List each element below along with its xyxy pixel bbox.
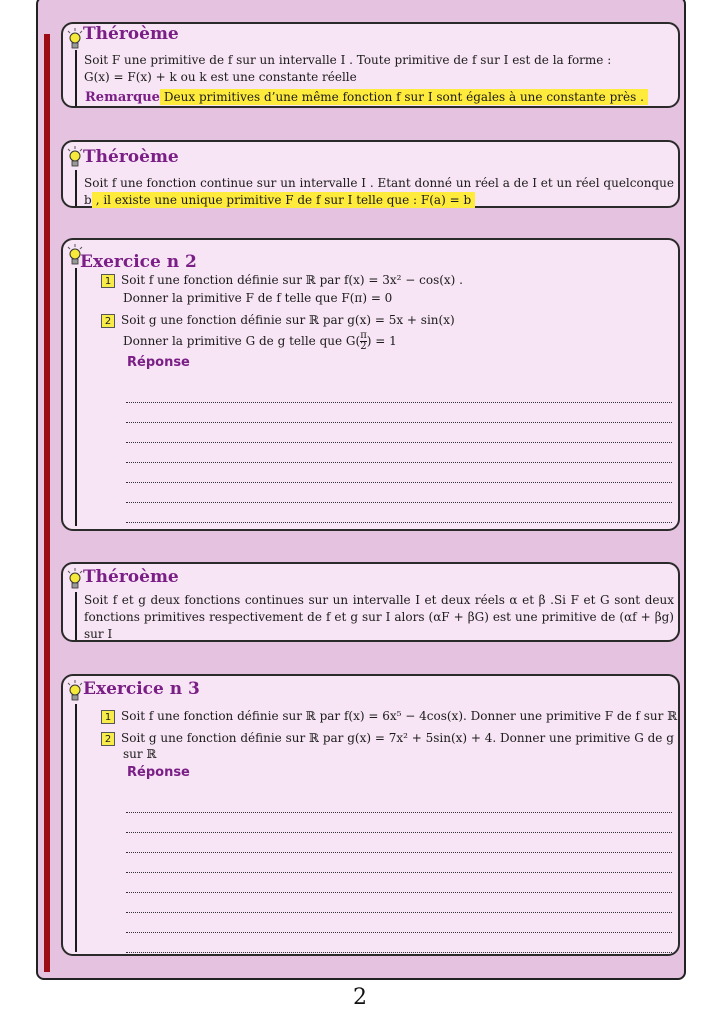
theorem-text: Soit F une primitive de f sur un intervalle I . Toute primitive de f sur I est de la forme : xyxy=(84,53,612,67)
item-number-badge: 2 xyxy=(101,314,115,328)
theorem-box-1 xyxy=(61,22,680,108)
theorem-title: Théroème xyxy=(83,567,179,587)
item-text-cont xyxy=(123,331,397,352)
theorem-text-b: b xyxy=(84,193,92,207)
page-number: 2 xyxy=(353,985,367,1010)
theorem-text: G(x) = F(x) + k ou k est une constante réelle xyxy=(84,70,357,84)
fraction-numerator: π xyxy=(360,330,367,341)
item-text: Soit f une fonction définie sur ℝ par f(x) = 3x² − cos(x) . xyxy=(121,273,463,287)
answer-line[interactable] xyxy=(126,442,672,443)
answer-line[interactable] xyxy=(126,462,672,463)
exercise-box-2 xyxy=(61,238,680,531)
theorem-box-2 xyxy=(61,140,680,208)
item-number-badge: 1 xyxy=(101,710,115,724)
fraction xyxy=(360,331,367,352)
item-number-badge: 2 xyxy=(101,732,115,746)
answer-line[interactable] xyxy=(126,522,672,523)
box-rule xyxy=(75,170,77,206)
exercise-item-2 xyxy=(101,312,455,328)
theorem-text: Soit f une fonction continue sur un intervalle I . Etant donné un réel a de I et un réel quelconque xyxy=(84,176,674,190)
exercise-item-1 xyxy=(101,708,677,724)
exercise-title: Exercice n 2 xyxy=(80,252,197,272)
answer-line[interactable] xyxy=(126,892,672,893)
remark-text: Deux primitives d’une même fonction f sur I sont égales à une constante près . xyxy=(160,89,648,105)
margin-bar xyxy=(44,34,50,972)
reponse-label: Réponse xyxy=(127,355,190,370)
answer-line[interactable] xyxy=(126,832,672,833)
box-rule xyxy=(75,592,77,640)
item-text-cont: Donner la primitive F de f telle que F(π) = 0 xyxy=(123,291,393,305)
theorem-text-2 xyxy=(84,193,475,208)
exercise-box-3 xyxy=(61,674,680,956)
box-rule xyxy=(75,50,77,106)
theorem-title: Théroème xyxy=(83,24,179,44)
answer-line[interactable] xyxy=(126,422,672,423)
exercise-item-2 xyxy=(101,730,674,746)
item-text-cont: sur ℝ xyxy=(123,747,157,761)
answer-line[interactable] xyxy=(126,932,672,933)
lightbulb-icon xyxy=(66,680,84,702)
reponse-label: Réponse xyxy=(127,765,190,780)
item-text: Soit f une fonction définie sur ℝ par f(x) = 6x⁵ − 4cos(x). Donner une primitive F de f sur ℝ xyxy=(121,709,678,723)
answer-line[interactable] xyxy=(126,852,672,853)
item-text: Soit g une fonction définie sur ℝ par g(x) = 5x + sin(x) xyxy=(121,313,455,327)
lightbulb-icon xyxy=(66,568,84,590)
answer-line[interactable] xyxy=(126,482,672,483)
remark-label: Remarque xyxy=(85,90,160,105)
item-text-pre: Donner la primitive G de g telle que G( xyxy=(123,334,361,348)
theorem-highlight: , il existe une unique primitive F de f sur I telle que : F(a) = b xyxy=(92,192,475,208)
fraction-denominator: 2 xyxy=(360,341,367,352)
theorem-text: Soit f et g deux fonctions continues sur un intervalle I et deux réels α et β .Si F et G sont deux fonctions primitives respectivement de f et g sur I alors (αF + βG) est une primitive de (αf + βg) sur I xyxy=(84,593,674,641)
theorem-box-3 xyxy=(61,562,680,642)
lightbulb-icon xyxy=(66,28,84,50)
lightbulb-icon xyxy=(66,146,84,168)
answer-line[interactable] xyxy=(126,952,672,953)
exercise-item-1 xyxy=(101,272,463,288)
item-text-post: ) = 1 xyxy=(366,334,397,348)
item-number-badge: 1 xyxy=(101,274,115,288)
box-rule xyxy=(75,704,77,952)
answer-line[interactable] xyxy=(126,812,672,813)
exercise-title: Exercice n 3 xyxy=(83,679,200,699)
remark-line xyxy=(85,90,648,105)
answer-line[interactable] xyxy=(126,402,672,403)
answer-line[interactable] xyxy=(126,502,672,503)
theorem-title: Théroème xyxy=(83,147,179,167)
answer-line[interactable] xyxy=(126,872,672,873)
box-rule xyxy=(75,268,77,526)
item-text: Soit g une fonction définie sur ℝ par g(x) = 7x² + 5sin(x) + 4. Donner une primitive G de g xyxy=(121,731,674,745)
answer-line[interactable] xyxy=(126,912,672,913)
